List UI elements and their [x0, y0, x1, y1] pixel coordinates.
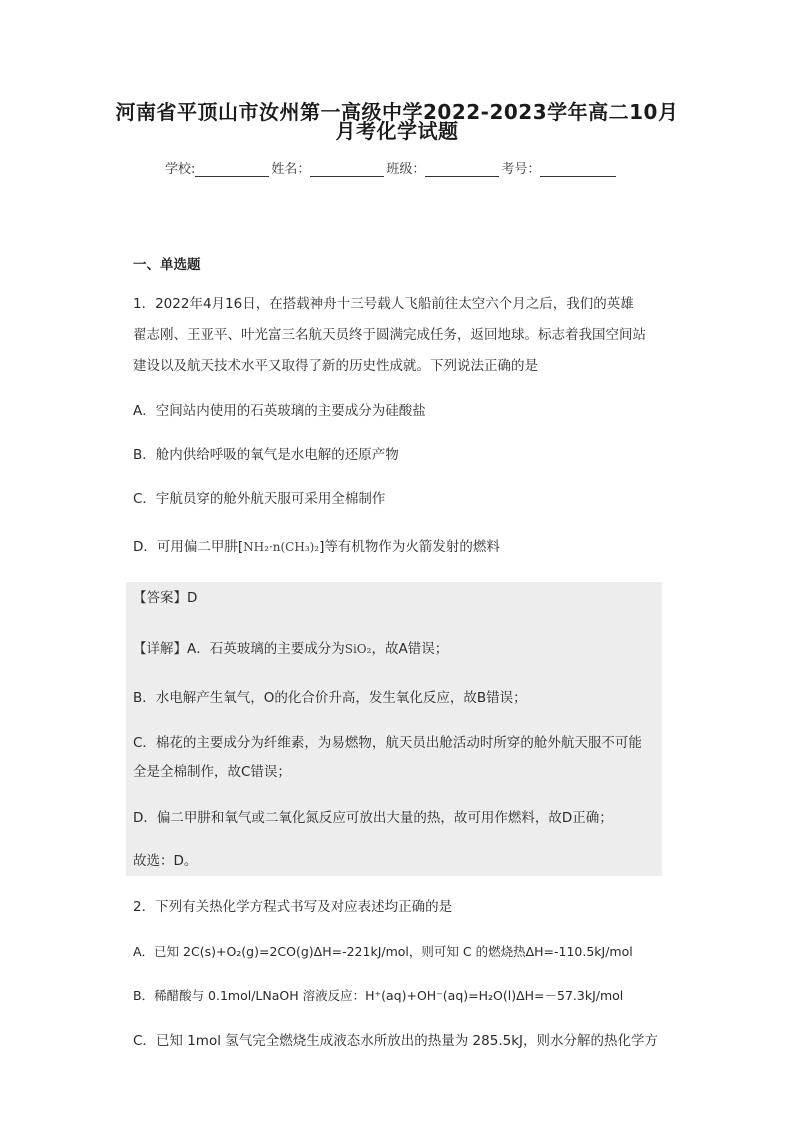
q1-analysis-line4: 全是全棉制作，故C错误； — [133, 764, 291, 780]
school-blank[interactable] — [195, 161, 269, 177]
q2-option-b: B．稀醋酸与 0.1mol/LNaOH 溶液反应：H⁺(aq)+OH⁻(aq)=H₂O(l)ΔH=－57.3kJ/mol — [133, 988, 624, 1003]
q1-analysis-line6: 故选：D。 — [133, 853, 198, 869]
class-blank[interactable] — [425, 161, 499, 177]
exam-number-label: 考号： — [501, 162, 541, 177]
name-blank[interactable] — [310, 161, 384, 177]
q1-option-c: C．宇航员穿的舱外航天服可采用全棉制作 — [133, 491, 386, 507]
q1-analysis-line3: C．棉花的主要成分为纤维素，为易燃物，航天员出舱活动时所穿的舱外航天服不可能 — [133, 735, 642, 751]
exam-title-line2: 月考化学试题 — [335, 119, 459, 143]
q2-option-c: C．已知 1mol 氢气完全燃烧生成液态水所放出的热量为 285.5kJ，则水分解的热化学方 — [133, 1033, 658, 1049]
q1-analysis-line2: B．水电解产生氧气，O的化合价升高，发生氧化反应，故B错误； — [133, 690, 527, 706]
q1-answer: 【答案】D — [133, 590, 198, 606]
exam-number-blank[interactable] — [540, 161, 616, 177]
student-info-line — [165, 158, 618, 177]
q1-option-d-prefix: D．可用偏二甲肼[ — [133, 539, 244, 555]
q1-analysis-line1-suffix: ，故A错误； — [371, 641, 449, 657]
q1-stem-line2: 翟志刚、王亚平、叶光富三名航天员终于圆满完成任务，返回地球。标志着我国空间站 — [133, 327, 646, 343]
q1-option-b: B．舱内供给呼吸的氧气是水电解的还原产物 — [133, 447, 399, 463]
q1-stem-line3: 建设以及航天技术水平又取得了新的历史性成就。下列说法正确的是 — [133, 358, 538, 374]
q2-option-a: A．已知 2C(s)+O₂(g)=2CO(g)ΔH=-221kJ/mol，则可知 C 的燃烧热ΔH=-110.5kJ/mol — [133, 944, 633, 959]
q1-option-d — [133, 538, 500, 556]
exam-title-line1: 河南省平顶山市汝州第一高级中学2022-2023学年高二10月 — [115, 100, 679, 124]
q2-stem: 2．下列有关热化学方程式书写及对应表述均正确的是 — [133, 899, 453, 915]
q1-option-d-formula: NH₂·n(CH₃)₂ — [243, 540, 320, 554]
q1-option-d-suffix: ]等有机物作为火箭发射的燃料 — [319, 539, 500, 555]
q1-analysis-formula: SiO₂ — [344, 642, 372, 656]
school-label: 学校: — [165, 162, 196, 177]
class-label: 班级： — [386, 162, 426, 177]
q1-stem-line1: 1．2022年4月16日，在搭载神舟十三号载人飞船前往太空六个月之后，我们的英雄 — [133, 296, 634, 312]
answer-analysis-box — [126, 582, 662, 876]
q1-analysis-line1 — [133, 640, 448, 658]
section-title: 一、单选题 — [133, 257, 201, 273]
q1-analysis-line1-prefix: 【详解】A．石英玻璃的主要成分为 — [133, 641, 345, 657]
q1-analysis-line5: D．偏二甲肼和氧气或二氧化氮反应可放出大量的热，故可用作燃料，故D正确； — [133, 810, 613, 826]
name-label: 姓名： — [271, 162, 311, 177]
q1-option-a: A．空间站内使用的石英玻璃的主要成分为硅酸盐 — [133, 403, 426, 419]
